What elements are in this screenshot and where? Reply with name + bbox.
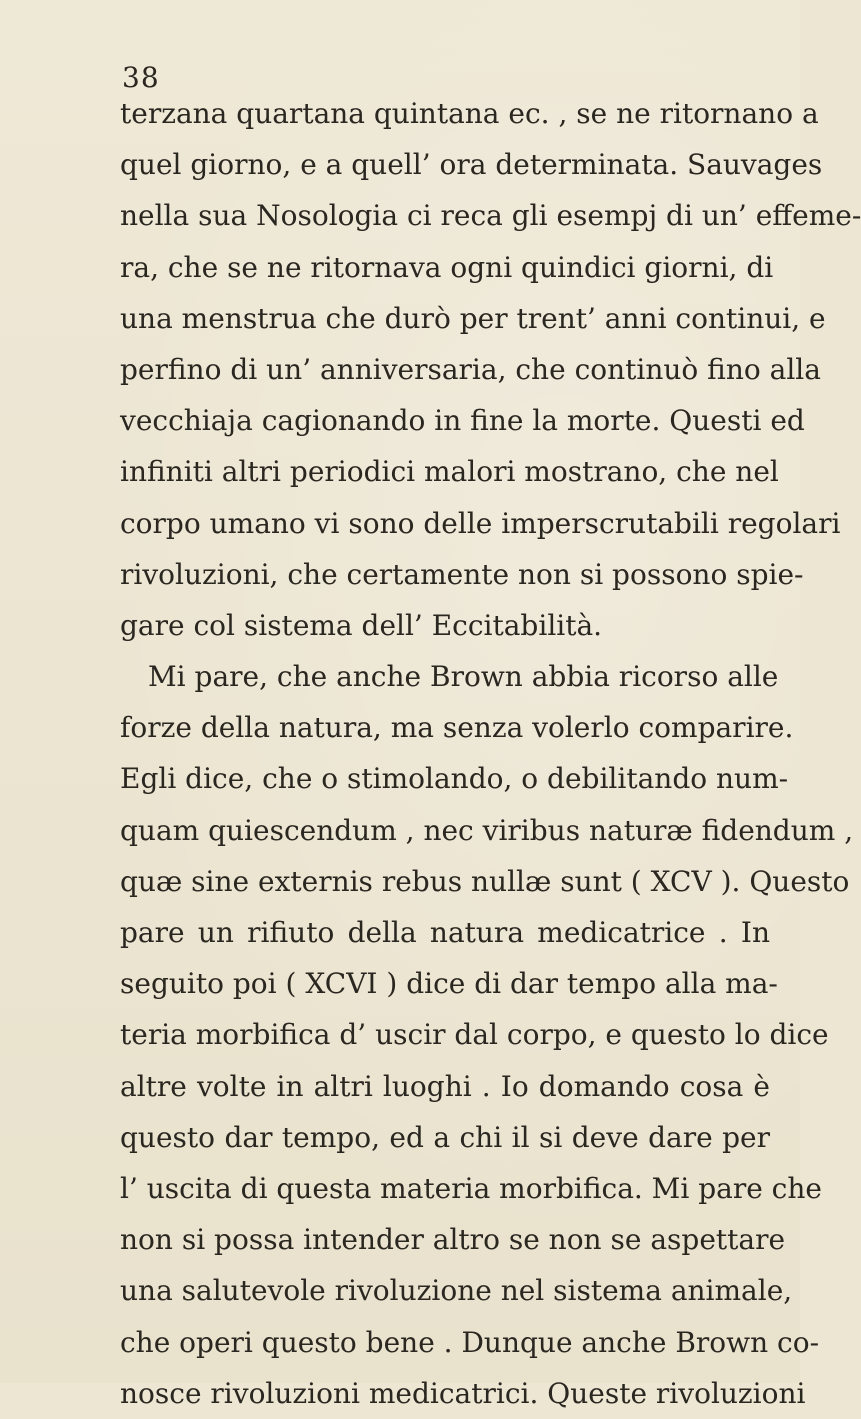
- text-line: perfino di un’ anniversaria, che continuò fino alla: [120, 352, 821, 386]
- text-line: l’ uscita di questa materia morbifica. Mi pare che: [120, 1171, 822, 1205]
- text-line: una salutevole rivoluzione nel sistema animale,: [120, 1274, 793, 1308]
- text-line: questo dar tempo, ed a chi il si deve dare per: [120, 1120, 770, 1154]
- text-line: rivoluzioni, che certamente non si possono spie-: [120, 557, 804, 591]
- text-line: che operi questo bene . Dunque anche Brown co-: [120, 1325, 820, 1359]
- text-line: nella sua Nosologia ci reca gli esempj di un’ effeme-: [120, 199, 861, 233]
- text-line: forze della natura, ma senza volerlo comparire.: [120, 711, 794, 745]
- text-line: infiniti altri periodici malori mostrano, che nel: [120, 455, 779, 489]
- paragraph-start-line: Mi pare, che anche Brown abbia ricorso alle: [148, 660, 779, 694]
- latin-quote-line: quæ sine externis rebus nullæ sunt ( XCV ). Questo: [120, 864, 850, 898]
- text-line: gare col sistema dell’ Eccitabilità.: [120, 608, 603, 642]
- text-line: seguito poi ( XCVI ) dice di dar tempo alla ma-: [120, 967, 778, 1001]
- text-line: pare un rifiuto della natura medicatrice . In: [120, 916, 770, 949]
- text-line: quel giorno, e a quell’ ora determinata. Sauvages: [120, 148, 823, 182]
- text-line: teria morbifica d’ uscir dal corpo, e questo lo dice: [120, 1018, 829, 1052]
- latin-quote-line: quam quiescendum , nec viribus naturæ fidendum ,: [120, 813, 854, 847]
- text-line: ra, che se ne ritornava ogni quindici giorni, di: [120, 250, 774, 284]
- text-line: terzana quartana quintana ec. , se ne ritornano a: [120, 97, 819, 130]
- text-line: vecchiaja cagionando in fine la morte. Questi ed: [120, 404, 805, 438]
- text-line: corpo umano vi sono delle imperscrutabili regolari: [120, 506, 841, 540]
- text-line: nosce rivoluzioni medicatrici. Queste rivoluzioni: [120, 1376, 806, 1410]
- page-number: 38: [122, 61, 160, 94]
- text-line: una menstrua che durò per trent’ anni continui, e: [120, 301, 826, 335]
- text-line: Egli dice, che o stimolando, o debilitando num-: [120, 762, 789, 796]
- text-line: non si possa intender altro se non se aspettare: [120, 1223, 786, 1257]
- text-line: altre volte in altri luoghi . Io domando cosa è: [120, 1069, 770, 1103]
- body-text: [120, 88, 861, 1419]
